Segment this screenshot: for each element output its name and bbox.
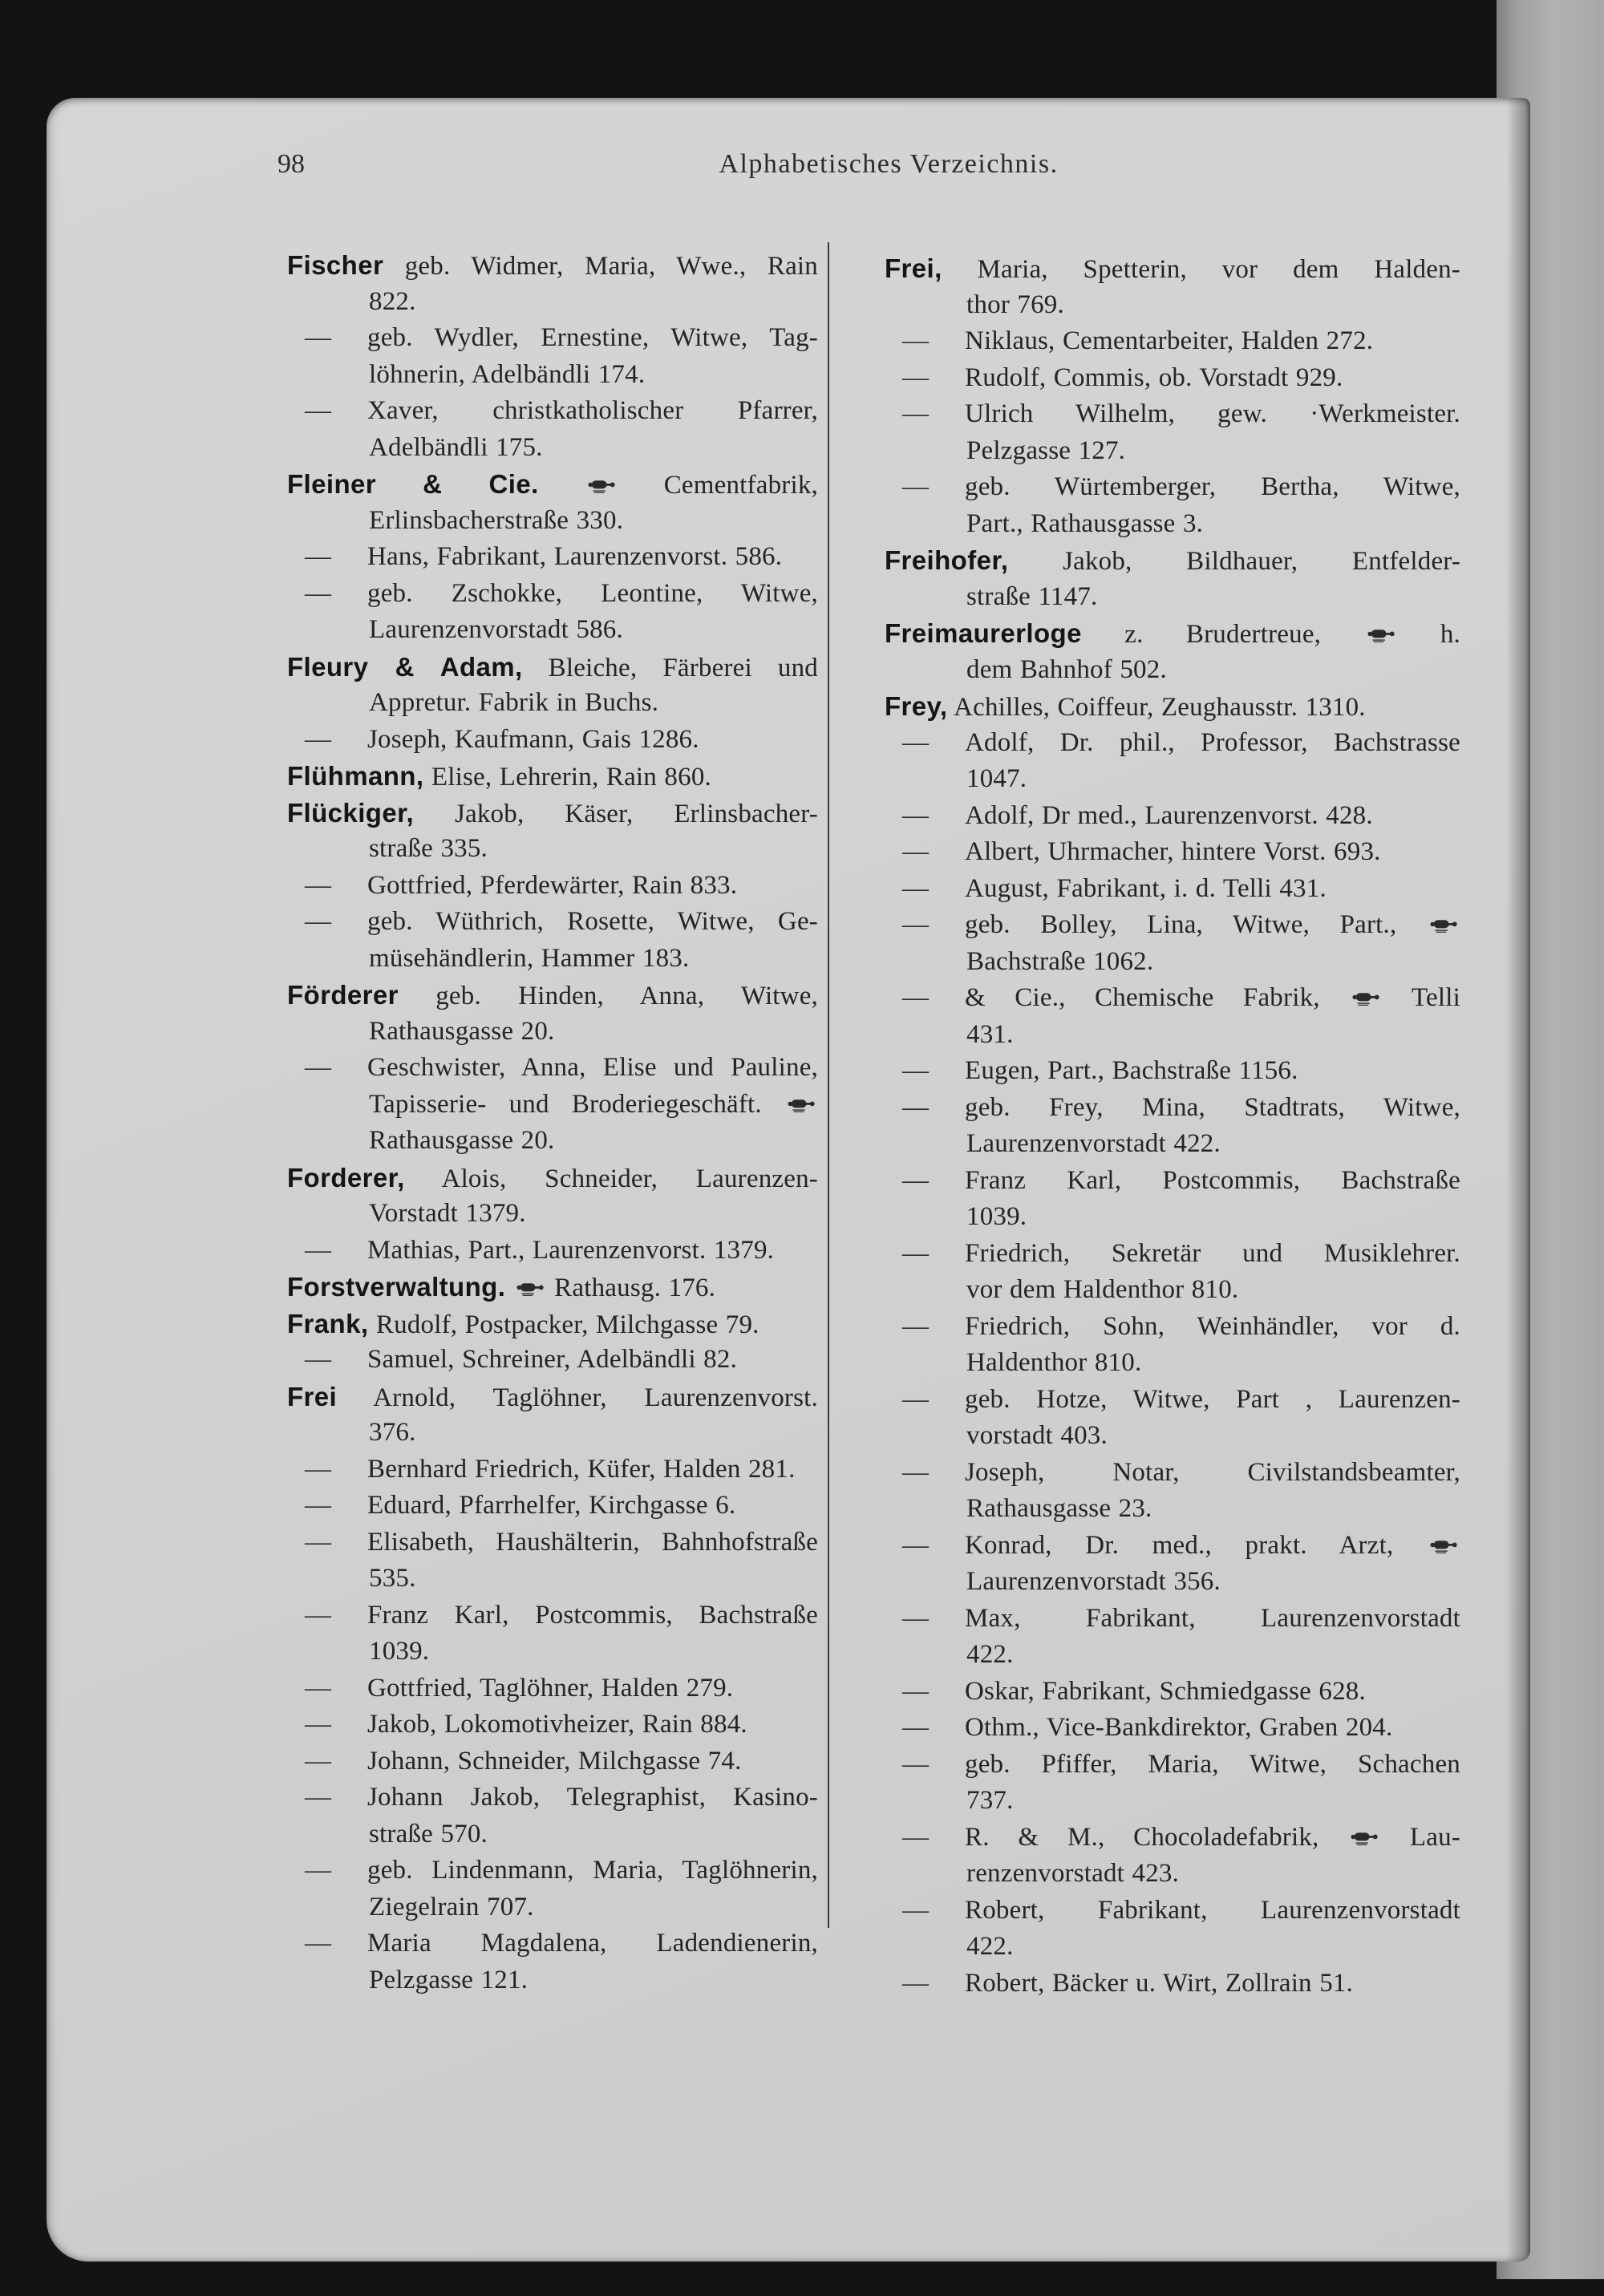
telephone-icon <box>788 1087 815 1124</box>
entry-line: Forstverwaltung. Rathausg. 176. <box>287 1269 818 1306</box>
entry-line: vor dem Haldenthor 810. <box>966 1275 1239 1304</box>
directory-entry <box>287 1233 818 1269</box>
entry-line: — geb. Lindenmann, Maria, Taglöhnerin, <box>287 1853 818 1889</box>
ditto-dash: — <box>305 870 332 900</box>
directory-entry <box>885 1710 1460 1747</box>
directory-entry <box>287 1597 818 1670</box>
directory-entry <box>287 1379 818 1452</box>
ditto-dash: — <box>902 362 930 392</box>
directory-entry <box>287 1925 818 1998</box>
directory-entry <box>885 798 1460 835</box>
entry-surname: Förderer <box>287 980 399 1010</box>
entry-line: Erlinsbacherstraße 330. <box>369 505 624 535</box>
entry-line: — Bernhard Friedrich, Küfer, Halden 281. <box>287 1452 818 1488</box>
entry-line: — Maria Magdalena, Ladendienerin, <box>287 1925 818 1962</box>
entry-line: — geb. Frey, Mina, Stadtrats, Witwe, <box>885 1090 1460 1127</box>
ditto-dash: — <box>305 724 332 754</box>
entry-line: müsehändlerin, Hammer 183. <box>369 943 690 973</box>
entry-line: Adelbändli 175. <box>369 432 543 462</box>
telephone-icon <box>1430 1529 1457 1565</box>
directory-entry <box>287 1743 818 1780</box>
ditto-dash: — <box>305 907 332 936</box>
ditto-dash: — <box>305 578 332 608</box>
entry-line: Fleiner & Cie. Cementfabrik, <box>287 466 818 503</box>
entry-line: Haldenthor 810. <box>966 1348 1142 1377</box>
ditto-dash: — <box>305 1454 332 1484</box>
directory-entry <box>287 1306 818 1342</box>
entry-line: — Robert, Fabrikant, Laurenzenvorstadt <box>885 1893 1460 1930</box>
entry-line: — Eduard, Pfarrhelfer, Kirchgasse 6. <box>287 1488 818 1525</box>
entry-line: — geb. Wüthrich, Rosette, Witwe, Ge- <box>287 904 818 941</box>
ditto-dash: — <box>902 1311 930 1341</box>
entry-line: — geb. Pfiffer, Maria, Witwe, Schachen <box>885 1747 1460 1784</box>
ditto-dash: — <box>902 1056 930 1085</box>
entry-line: — Jakob, Lokomotivheizer, Rain 884. <box>287 1707 818 1743</box>
directory-entry <box>287 758 818 795</box>
entry-line: straße 335. <box>369 834 488 863</box>
entry-line: — & Cie., Chemische Fabrik, Telli <box>885 980 1460 1017</box>
directory-entry <box>287 1670 818 1707</box>
entry-line: 737. <box>966 1786 1014 1815</box>
ditto-dash: — <box>902 800 930 830</box>
ditto-dash: — <box>305 1053 332 1082</box>
ditto-dash: — <box>902 399 930 428</box>
directory-entry <box>287 868 818 905</box>
directory-entry <box>885 1820 1460 1893</box>
entry-surname: Frei, <box>885 253 942 283</box>
entry-line: Frei, Maria, Spetterin, vor dem Halden- <box>885 253 1460 284</box>
entry-surname: Frank, <box>287 1308 369 1338</box>
directory-entry <box>287 320 818 393</box>
entry-line: — geb. Zschokke, Leontine, Witwe, <box>287 576 818 613</box>
directory-entry <box>287 393 818 466</box>
entry-line: renzenvorstadt 423. <box>966 1859 1180 1888</box>
entry-surname: Forstverwaltung. <box>287 1272 506 1302</box>
directory-entry <box>885 542 1460 615</box>
ditto-dash: — <box>902 1384 930 1414</box>
entry-line: Flückiger, Jakob, Käser, Erlinsbacher- <box>287 797 818 828</box>
directory-entry <box>885 250 1460 323</box>
directory-entry <box>287 1525 818 1597</box>
entry-line: Laurenzenvorstadt 356. <box>966 1567 1221 1596</box>
entry-line: 1039. <box>369 1637 430 1666</box>
entry-line: — Robert, Bäcker u. Wirt, Zollrain 51. <box>885 1966 1460 2002</box>
ditto-dash: — <box>902 326 930 355</box>
directory-entry <box>885 469 1460 542</box>
entry-line: — Eugen, Part., Bachstraße 1156. <box>885 1053 1460 1090</box>
ditto-dash: — <box>902 1603 930 1633</box>
entry-line: Frank, Rudolf, Postpacker, Milchgasse 79. <box>287 1308 759 1339</box>
directory-entry <box>287 576 818 649</box>
entry-line: 376. <box>369 1418 416 1447</box>
entry-line: straße 1147. <box>966 581 1098 611</box>
directory-entry <box>885 1893 1460 1966</box>
directory-entry <box>885 1601 1460 1674</box>
entry-surname: Flückiger, <box>287 797 415 828</box>
entry-line: — Hans, Fabrikant, Laurenzenvorst. 586. <box>287 539 818 576</box>
directory-entry <box>885 1747 1460 1820</box>
entry-line: — Friedrich, Sohn, Weinhändler, vor d. <box>885 1309 1460 1346</box>
ditto-dash: — <box>305 1746 332 1776</box>
entry-line: Rathausgasse 20. <box>369 1016 555 1046</box>
directory-entry <box>287 247 818 320</box>
ditto-dash: — <box>902 983 930 1012</box>
directory-entry <box>287 977 818 1050</box>
entry-line: — Adolf, Dr. phil., Professor, Bachstrasse <box>885 725 1460 762</box>
ditto-dash: — <box>902 1457 930 1487</box>
entry-surname: Freimaurerloge <box>885 618 1082 648</box>
entry-line: Flühmann, Elise, Lehrerin, Rain 860. <box>287 761 711 792</box>
entry-line: Fleury & Adam, Bleiche, Färberei und <box>287 651 819 682</box>
entry-line: Pelzgasse 127. <box>966 435 1126 465</box>
telephone-icon <box>1352 981 1379 1018</box>
entry-line: — Xaver, christkatholischer Pfarrer, <box>287 393 818 430</box>
entry-line: — geb. Wydler, Ernestine, Witwe, Tag- <box>287 320 818 357</box>
entry-line: — Elisabeth, Haushälterin, Bahnhofstraße <box>287 1525 818 1561</box>
ditto-dash: — <box>902 837 930 866</box>
entry-line: — Gottfried, Pferdewärter, Rain 833. <box>287 868 818 905</box>
ditto-dash: — <box>902 727 930 757</box>
telephone-icon <box>1367 618 1395 654</box>
entry-line: — geb. Hotze, Witwe, Part , Laurenzen- <box>885 1382 1460 1419</box>
entry-line: — geb. Würtemberger, Bertha, Witwe, <box>885 469 1460 506</box>
directory-entry <box>885 1309 1460 1382</box>
telephone-icon <box>516 1271 544 1308</box>
page-header-title: Alphabetisches Verzeichnis. <box>719 149 1059 179</box>
directory-entry <box>885 1528 1460 1601</box>
entry-line: — Niklaus, Cementarbeiter, Halden 272. <box>885 323 1460 360</box>
entry-line: — Johann Jakob, Telegraphist, Kasino- <box>287 1780 818 1816</box>
directory-entry <box>287 539 818 576</box>
entry-line: Förderer geb. Hinden, Anna, Witwe, <box>287 980 819 1010</box>
entry-line: — Max, Fabrikant, Laurenzenvorstadt <box>885 1601 1460 1638</box>
entry-line: — Johann, Schneider, Milchgasse 74. <box>287 1743 818 1780</box>
ditto-dash: — <box>902 1749 930 1779</box>
directory-entry <box>287 795 818 868</box>
directory-entry <box>287 1050 818 1160</box>
entry-surname: Frey, <box>885 691 948 721</box>
ditto-dash: — <box>305 1856 332 1885</box>
entry-surname: Fischer <box>287 250 384 280</box>
entry-line: 1047. <box>966 764 1027 793</box>
ditto-dash: — <box>305 542 332 571</box>
directory-entry <box>885 1455 1460 1528</box>
directory-entry <box>885 1163 1460 1236</box>
entry-line: Freihofer, Jakob, Bildhauer, Entfelder- <box>885 545 1461 576</box>
entry-line: — Adolf, Dr med., Laurenzenvorst. 428. <box>885 798 1460 835</box>
ditto-dash: — <box>305 1527 332 1557</box>
directory-entry <box>885 396 1460 469</box>
ditto-dash: — <box>902 1895 930 1925</box>
ditto-dash: — <box>902 1092 930 1122</box>
directory-entry <box>287 649 818 722</box>
entry-line: Vorstadt 1379. <box>369 1199 526 1228</box>
ditto-dash: — <box>305 1600 332 1630</box>
ditto-dash: — <box>902 1822 930 1852</box>
ditto-dash: — <box>305 1710 332 1739</box>
directory-entry <box>287 722 818 759</box>
directory-entry <box>885 688 1460 725</box>
directory-entry <box>287 466 818 539</box>
entry-line: thor 769. <box>966 290 1064 319</box>
directory-entry <box>885 323 1460 360</box>
ditto-dash: — <box>305 1929 332 1958</box>
book-page-paper <box>47 98 1530 2262</box>
entry-line: Part., Rathausgasse 3. <box>966 508 1204 538</box>
entry-line: Fischer geb. Widmer, Maria, Wwe., Rain <box>287 250 818 281</box>
entry-line: — Geschwister, Anna, Elise und Pauline, <box>287 1050 818 1087</box>
directory-entry <box>885 1053 1460 1090</box>
directory-entry <box>287 1160 818 1233</box>
entry-surname: Fleury & Adam, <box>287 651 523 682</box>
entry-line: straße 570. <box>369 1819 488 1849</box>
entry-line: Pelzgasse 121. <box>369 1965 529 1994</box>
directory-entry <box>885 1236 1460 1309</box>
entry-line: — Franz Karl, Postcommis, Bachstraße <box>287 1597 818 1634</box>
entry-line: — Albert, Uhrmacher, hintere Vorst. 693. <box>885 834 1460 871</box>
entry-line: 535. <box>369 1564 416 1593</box>
ditto-dash: — <box>305 1673 332 1703</box>
directory-entry <box>885 1966 1460 2002</box>
entry-line: Rathausgasse 23. <box>966 1494 1152 1523</box>
ditto-dash: — <box>902 1713 930 1742</box>
ditto-dash: — <box>902 1238 930 1268</box>
directory-entry <box>287 1488 818 1525</box>
entry-line: — Gottfried, Taglöhner, Halden 279. <box>287 1670 818 1707</box>
ditto-dash: — <box>305 1345 332 1374</box>
ditto-dash: — <box>902 472 930 501</box>
directory-entry <box>885 725 1460 798</box>
directory-entry <box>287 1342 818 1379</box>
directory-entry <box>287 1269 818 1306</box>
ditto-dash: — <box>305 396 332 425</box>
entry-line: — Joseph, Kaufmann, Gais 1286. <box>287 722 818 759</box>
entry-line: — Ulrich Wilhelm, gew. ·Werkmeister. <box>885 396 1460 433</box>
column-divider-rule <box>828 242 829 1928</box>
entry-line: Frey, Achilles, Coiffeur, Zeughausstr. 1310. <box>885 691 1366 722</box>
entry-line: löhnerin, Adelbändli 174. <box>369 359 646 389</box>
entry-line: Frei Arnold, Taglöhner, Laurenzenvorst. <box>287 1381 818 1412</box>
entry-line: Bachstraße 1062. <box>966 946 1154 976</box>
ditto-dash: — <box>305 323 332 352</box>
entry-surname: Flühmann, <box>287 761 424 791</box>
entry-line: Ziegelrain 707. <box>369 1892 534 1921</box>
entry-line: Appretur. Fabrik in Buchs. <box>369 688 659 717</box>
ditto-dash: — <box>305 1491 332 1520</box>
directory-entry <box>885 1090 1460 1163</box>
entry-surname: Forderer, <box>287 1162 405 1193</box>
directory-entry <box>287 1707 818 1743</box>
ditto-dash: — <box>902 1165 930 1195</box>
entry-line: Laurenzenvorstadt 586. <box>369 615 623 644</box>
entry-line: 431. <box>966 1019 1014 1049</box>
directory-entry <box>885 1674 1460 1711</box>
directory-entry <box>885 615 1460 688</box>
left-column <box>287 247 818 1998</box>
directory-entry <box>885 834 1460 871</box>
ditto-dash: — <box>902 873 930 903</box>
entry-line: Rathausgasse 20. <box>369 1126 555 1155</box>
directory-entry <box>287 1853 818 1925</box>
entry-surname: Fleiner & Cie. <box>287 469 539 499</box>
entry-line: — Rudolf, Commis, ob. Vorstadt 929. <box>885 360 1460 397</box>
directory-entry <box>287 1452 818 1488</box>
entry-line: — R. & M., Chocoladefabrik, Lau- <box>885 1820 1460 1857</box>
entry-line: Laurenzenvorstadt 422. <box>966 1129 1221 1158</box>
entry-line: — Oskar, Fabrikant, Schmiedgasse 628. <box>885 1674 1460 1711</box>
right-column <box>885 250 1460 2002</box>
ditto-dash: — <box>902 1968 930 1998</box>
entry-line: 422. <box>966 1932 1014 1961</box>
entry-line: — Samuel, Schreiner, Adelbändli 82. <box>287 1342 818 1379</box>
entry-surname: Frei <box>287 1381 338 1411</box>
ditto-dash: — <box>902 1530 930 1560</box>
ditto-dash: — <box>305 1235 332 1265</box>
entry-line: — Franz Karl, Postcommis, Bachstraße <box>885 1163 1460 1200</box>
entry-line: Freimaurerloge z. Brudertreue, h. <box>885 615 1460 652</box>
directory-entry <box>885 871 1460 908</box>
entry-line: 1039. <box>966 1202 1027 1231</box>
telephone-icon <box>1351 1820 1378 1857</box>
entry-line: — Othm., Vice-Bankdirektor, Graben 204. <box>885 1710 1460 1747</box>
entry-line: — August, Fabrikant, i. d. Telli 431. <box>885 871 1460 908</box>
entry-line: dem Bahnhof 502. <box>966 654 1167 684</box>
directory-entry <box>885 1382 1460 1455</box>
entry-line: — Friedrich, Sekretär und Musiklehrer. <box>885 1236 1460 1273</box>
ditto-dash: — <box>305 1783 332 1812</box>
telephone-icon <box>588 468 615 505</box>
entry-line: 822. <box>369 286 416 316</box>
directory-entry <box>287 1780 818 1853</box>
directory-entry <box>885 907 1460 980</box>
entry-line: Tapisserie- und Broderiegeschäft. <box>287 1087 818 1124</box>
ditto-dash: — <box>902 910 930 939</box>
entry-line: vorstadt 403. <box>966 1421 1108 1450</box>
directory-entry <box>885 360 1460 397</box>
entry-line: — Konrad, Dr. med., prakt. Arzt, <box>885 1528 1460 1565</box>
entry-surname: Freihofer, <box>885 545 1009 575</box>
entry-line: — geb. Bolley, Lina, Witwe, Part., <box>885 907 1460 944</box>
entry-line: Forderer, Alois, Schneider, Laurenzen- <box>287 1162 818 1193</box>
page-number: 98 <box>277 149 305 179</box>
entry-line: — Mathias, Part., Laurenzenvorst. 1379. <box>287 1233 818 1269</box>
telephone-icon <box>1430 908 1457 945</box>
entry-line: — Joseph, Notar, Civilstandsbeamter, <box>885 1455 1460 1492</box>
directory-entry <box>287 904 818 977</box>
directory-entry <box>885 980 1460 1053</box>
ditto-dash: — <box>902 1676 930 1706</box>
entry-line: 422. <box>966 1640 1014 1669</box>
